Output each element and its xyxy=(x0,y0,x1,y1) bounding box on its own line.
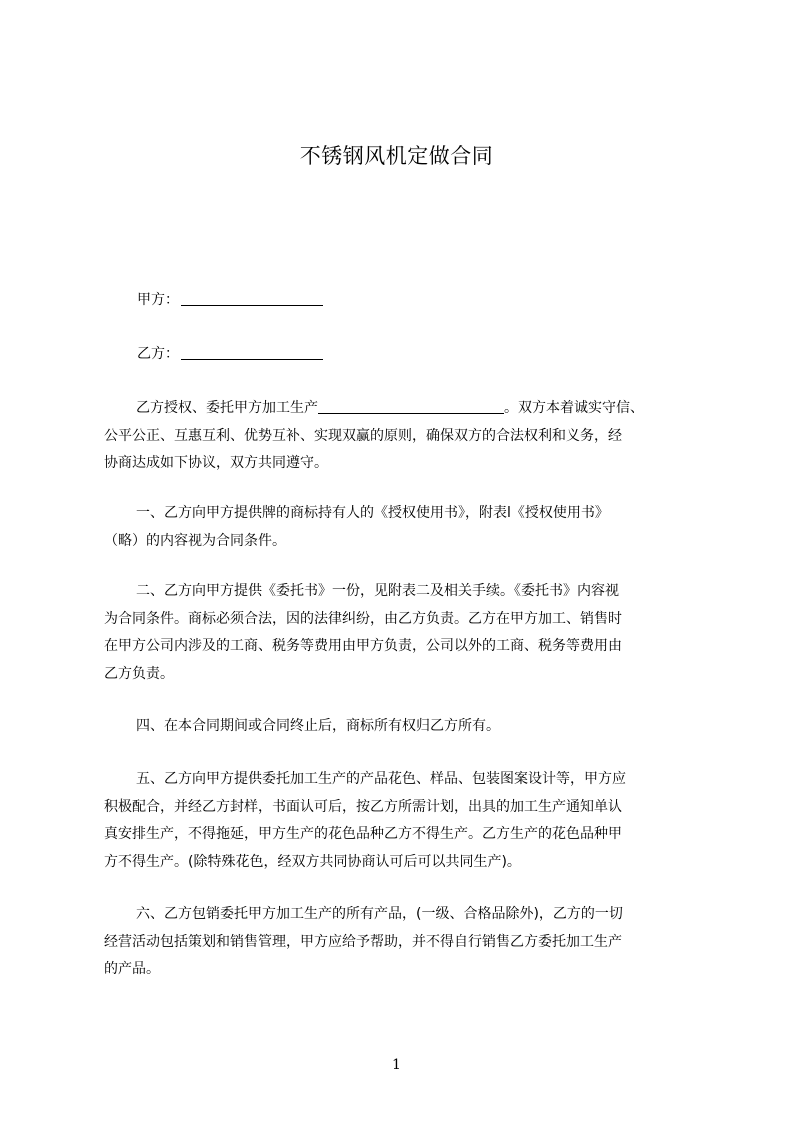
party-a-field xyxy=(137,290,323,310)
clause-2-line-2: 为合同条件。商标必须合法，因的法律纠纷，由乙方负责。乙方在甲方加工、销售时 xyxy=(104,610,622,627)
clause-2-line-3: 在甲方公司内涉及的工商、税务等费用由甲方负责，公司以外的工商、税务等费用由 xyxy=(104,638,622,654)
document-title: 不锈钢风机定做合同 xyxy=(299,144,494,168)
clause-2-line-4: 乙方负责。 xyxy=(104,665,174,682)
intro-paragraph xyxy=(104,395,694,478)
party-b-blank xyxy=(181,345,323,360)
clause-5-line-2: 积极配合，并经乙方封样，书面认可后，按乙方所需计划，出具的加工生产通知单认 xyxy=(104,798,622,815)
intro-line-1-before: 乙方授权、委托甲方加工生产 xyxy=(136,400,318,416)
clause-1 xyxy=(104,500,694,555)
product-blank xyxy=(318,399,504,414)
clause-5-line-3: 真安排生产，不得拖延，甲方生产的花色品种乙方不得生产。乙方生产的花色品种甲 xyxy=(104,826,622,842)
clause-1-line-2: （略）的内容视为合同条件。 xyxy=(104,532,286,549)
party-b-label: 乙方： xyxy=(137,346,179,362)
clause-6-line-3: 的产品。 xyxy=(104,961,160,977)
clause-2-line-1: 二、乙方向甲方提供《委托书》一份，见附表二及相关手续。《委托书》内容视 xyxy=(136,583,619,599)
clause-4 xyxy=(104,713,694,741)
clause-4-line-1: 四、在本合同期间或合同终止后，商标所有权归乙方所有。 xyxy=(136,718,500,734)
party-a-label: 甲方： xyxy=(137,292,179,308)
clause-6-line-2: 经营活动包括策划和销售管理，甲方应给予帮助，并不得自行销售乙方委托加工生产 xyxy=(104,933,622,950)
clause-5-line-4: 方不得生产。(除特殊花色，经双方共同协商认可后可以共同生产)。 xyxy=(104,853,521,870)
page-number: 1 xyxy=(392,1057,401,1073)
clause-1-line-1: 一、乙方向甲方提供牌的商标持有人的《授权使用书》，附表l《授权使用书》 xyxy=(136,505,609,521)
clause-5 xyxy=(104,766,694,876)
clause-6 xyxy=(104,901,694,984)
clause-2 xyxy=(104,578,694,688)
party-a-blank xyxy=(181,291,323,306)
intro-line-2: 公平公正、互惠互利、优势互补、实现双赢的原则，确保双方的合法权利和义务，经 xyxy=(104,427,622,444)
clause-6-line-1: 六、乙方包销委托甲方加工生产的所有产品，(一级、合格品除外)，乙方的一切 xyxy=(136,906,623,922)
party-b-field xyxy=(137,344,323,364)
intro-line-1 xyxy=(104,395,694,423)
intro-line-3: 协商达成如下协议，双方共同遵守。 xyxy=(104,455,328,471)
intro-line-1-after: 。双方本着诚实守信、 xyxy=(504,400,644,416)
clause-5-line-1: 五、乙方向甲方提供委托加工生产的产品花色、样品、包装图案设计等，甲方应 xyxy=(136,771,626,787)
